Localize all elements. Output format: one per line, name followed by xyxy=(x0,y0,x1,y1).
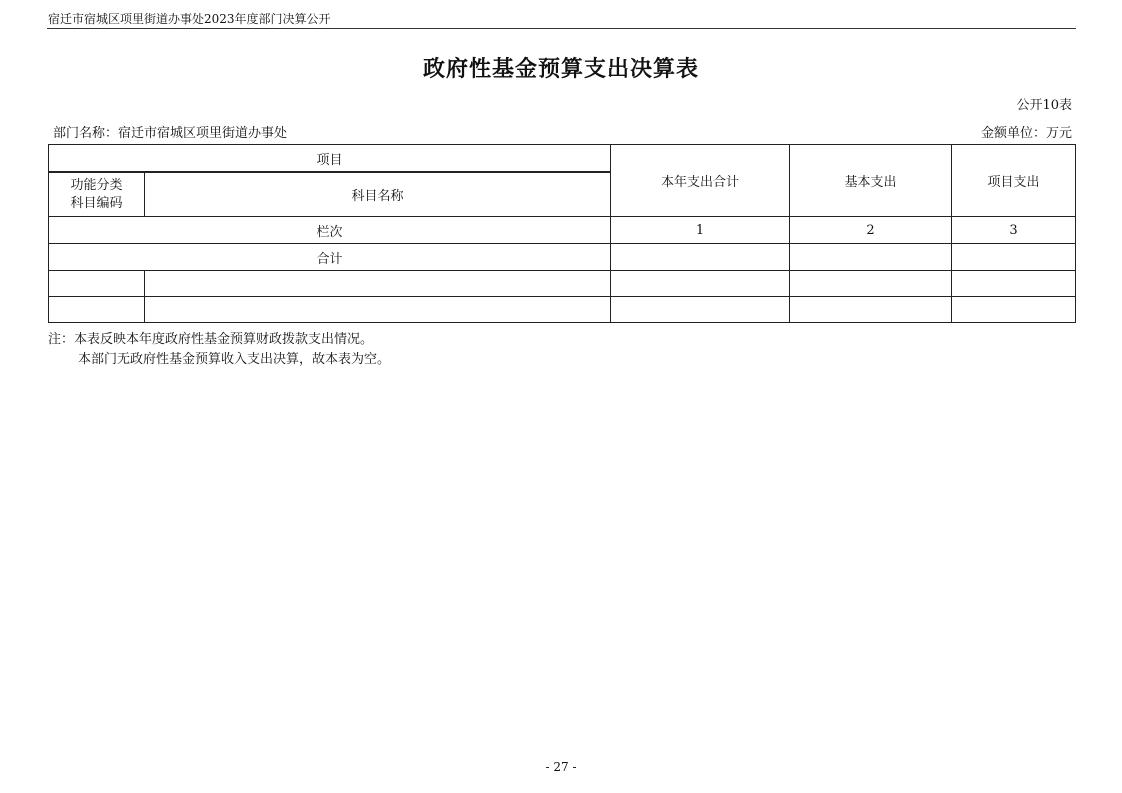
empty-basic-cell xyxy=(790,271,952,297)
header-basic-expenditure: 基本支出 xyxy=(790,145,952,217)
page-title: 政府性基金预算支出决算表 xyxy=(422,57,699,82)
running-header: 宿迁市宿城区项里街道办事处2023年度部门决算公开 xyxy=(48,12,331,26)
row-sum-label: 合计 xyxy=(49,244,611,271)
empty-name-cell xyxy=(145,271,611,297)
header-total-expenditure: 本年支出合计 xyxy=(611,145,790,217)
form-number: 公开10表 xyxy=(1016,98,1072,113)
page-number: - 27 - xyxy=(545,760,577,774)
header-rule xyxy=(47,28,1076,29)
header-subject-name: 科目名称 xyxy=(145,172,611,217)
empty-project-cell xyxy=(952,297,1076,323)
empty-name-cell xyxy=(145,297,611,323)
empty-total-cell xyxy=(611,297,790,323)
expenditure-table xyxy=(48,144,1076,323)
table-notes xyxy=(48,330,390,370)
sum-total-cell xyxy=(611,244,790,271)
sum-project-cell xyxy=(952,244,1076,271)
row-index-label: 栏次 xyxy=(49,217,611,244)
empty-code-cell xyxy=(49,271,145,297)
table-row xyxy=(49,297,1076,323)
table-row xyxy=(49,271,1076,297)
amount-unit: 金额单位：万元 xyxy=(980,126,1072,141)
index-cell-3: 3 xyxy=(952,217,1076,244)
header-function-code: 功能分类 科目编码 xyxy=(49,172,145,217)
note-line-2: 本部门无政府性基金预算收入支出决算，故本表为空。 xyxy=(78,352,391,367)
index-cell-1: 1 xyxy=(611,217,790,244)
empty-total-cell xyxy=(611,271,790,297)
department-name: 部门名称：宿迁市宿城区项里街道办事处 xyxy=(53,126,288,141)
index-cell-2: 2 xyxy=(790,217,952,244)
sum-basic-cell xyxy=(790,244,952,271)
header-project-expenditure: 项目支出 xyxy=(952,145,1076,217)
note-line-1: 注：本表反映本年度政府性基金预算财政拨款支出情况。 xyxy=(48,332,374,347)
empty-basic-cell xyxy=(790,297,952,323)
empty-code-cell xyxy=(49,297,145,323)
empty-project-cell xyxy=(952,271,1076,297)
header-project: 项目 xyxy=(49,145,611,173)
